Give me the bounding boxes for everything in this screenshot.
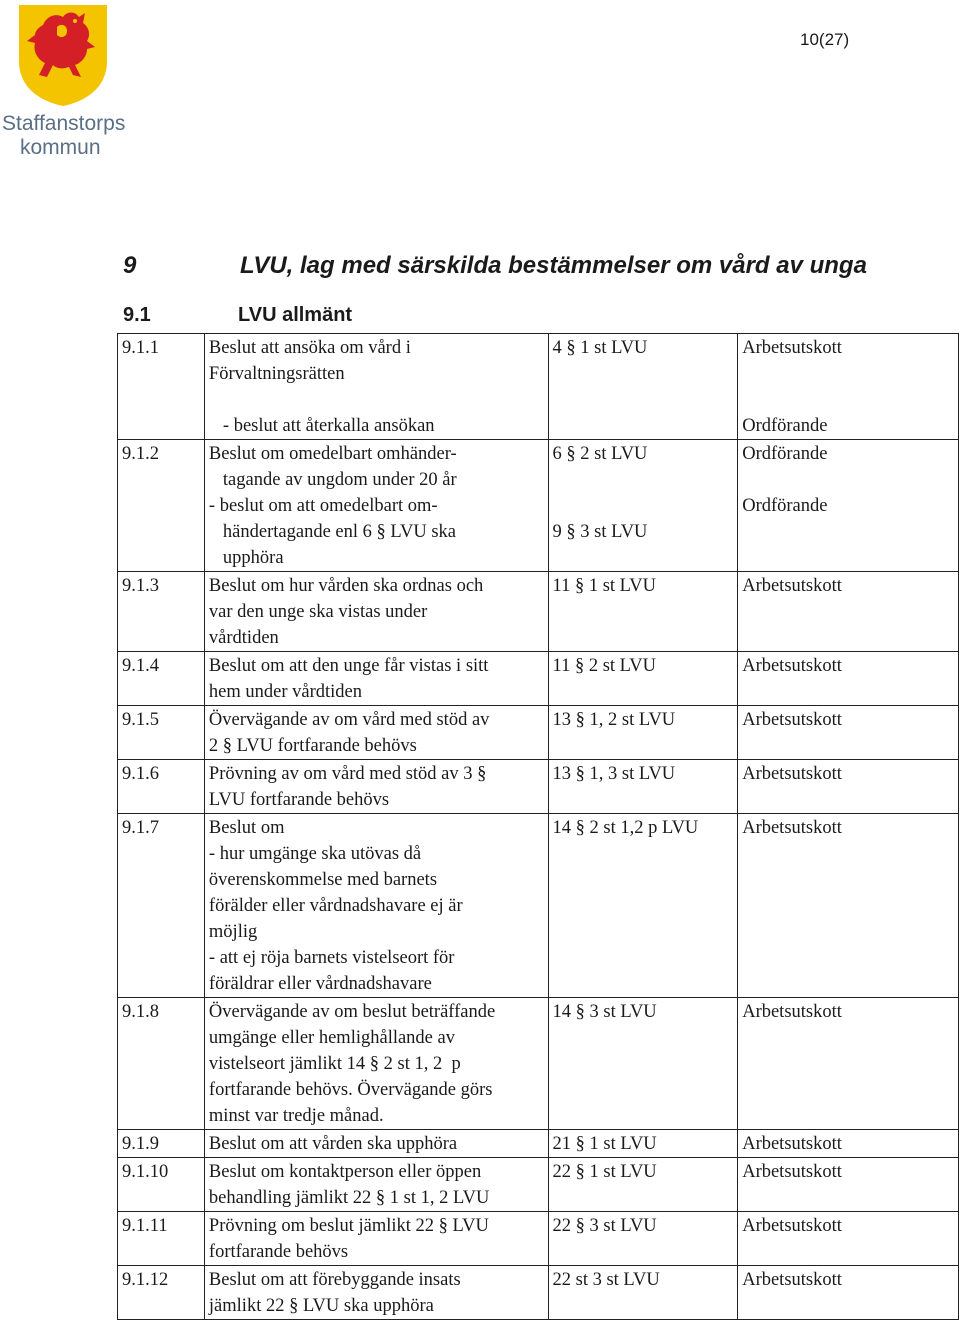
decision-line: - att ej röja barnets vistelseort för [208, 948, 455, 968]
decision-cell [204, 440, 548, 572]
subsection-number: 9.1 [123, 304, 151, 326]
decision-line: Beslut om att förebyggande insats [208, 1270, 461, 1290]
decision-line: Prövning av om vård med stöd av 3 § [208, 764, 487, 784]
decision-line: Beslut om omedelbart omhänder- [208, 444, 457, 464]
row-id: 9.1.7 [122, 818, 159, 838]
delegate-line: Ordförande [742, 416, 828, 436]
decision-line: händertagande enl 6 § LVU ska [222, 522, 456, 542]
row-id: 9.1.8 [122, 1002, 159, 1022]
delegate-cell [738, 1266, 959, 1320]
decision-line: - beslut om att omedelbart om- [208, 496, 438, 516]
table-row [118, 1130, 959, 1158]
delegate-line: Arbetsutskott [742, 576, 842, 596]
decision-line: Förvaltningsrätten [208, 364, 345, 384]
table-row [118, 572, 959, 652]
section-number: 9 [123, 252, 137, 279]
table-row [118, 440, 959, 572]
law-line: 11 § 2 st LVU [552, 656, 656, 676]
row-id-cell [118, 814, 205, 998]
delegate-line: Arbetsutskott [742, 818, 842, 838]
delegate-line [742, 387, 954, 413]
law-cell [548, 1266, 738, 1320]
table-row [118, 1212, 959, 1266]
law-line: 21 § 1 st LVU [552, 1134, 657, 1154]
row-id-cell [118, 334, 205, 440]
logo-name-line2: kommun [20, 136, 101, 159]
decision-cell [204, 760, 548, 814]
law-line: 22 st 3 st LVU [552, 1270, 660, 1290]
row-id: 9.1.5 [122, 710, 159, 730]
decision-cell [204, 814, 548, 998]
row-id: 9.1.12 [122, 1270, 169, 1290]
decision-line: möjlig [208, 922, 258, 942]
decision-cell [204, 1212, 548, 1266]
decision-line: förälder eller vårdnadshavare ej är [208, 896, 463, 916]
delegation-table-body [118, 334, 959, 1320]
delegate-cell [738, 334, 959, 440]
decision-line: Övervägande av om beslut beträffande [208, 1002, 496, 1022]
law-line: 9 § 3 st LVU [552, 522, 648, 542]
delegate-line: Ordförande [742, 444, 828, 464]
decision-line: Beslut om [208, 818, 285, 838]
law-line: 14 § 2 st 1,2 p LVU [552, 818, 699, 838]
law-cell [548, 652, 738, 706]
law-cell [548, 1130, 738, 1158]
decision-line: upphöra [222, 548, 284, 568]
decision-line: föräldrar eller vårdnadshavare [208, 974, 432, 994]
law-cell [548, 814, 738, 998]
delegate-cell [738, 572, 959, 652]
decision-line: Beslut att ansöka om vård i [208, 338, 411, 358]
law-cell [548, 572, 738, 652]
decision-cell [204, 998, 548, 1130]
delegate-cell [738, 706, 959, 760]
decision-line: tagande av ungdom under 20 år [222, 470, 457, 490]
law-cell [548, 1158, 738, 1212]
law-line: 6 § 2 st LVU [552, 444, 648, 464]
law-cell [548, 1212, 738, 1266]
row-id-cell [118, 998, 205, 1130]
table-row [118, 334, 959, 440]
row-id-cell [118, 1212, 205, 1266]
delegate-line: Arbetsutskott [742, 1270, 842, 1290]
delegate-cell [738, 1130, 959, 1158]
decision-line: - hur umgänge ska utövas då [208, 844, 422, 864]
decision-line: LVU fortfarande behövs [208, 790, 390, 810]
decision-cell [204, 706, 548, 760]
decision-cell [204, 1266, 548, 1320]
decision-line [209, 387, 544, 413]
delegate-cell [738, 760, 959, 814]
coat-of-arms-icon [17, 3, 109, 107]
delegate-line: Arbetsutskott [742, 1162, 842, 1182]
delegate-line: Arbetsutskott [742, 1216, 842, 1236]
row-id: 9.1.1 [122, 338, 159, 358]
table-row [118, 760, 959, 814]
delegate-line: Arbetsutskott [742, 656, 842, 676]
row-id-cell [118, 760, 205, 814]
row-id-cell [118, 440, 205, 572]
row-id-cell [118, 1130, 205, 1158]
decision-line: var den unge ska vistas under [208, 602, 428, 622]
delegate-line [742, 361, 954, 387]
decision-line: hem under vårdtiden [208, 682, 363, 702]
row-id: 9.1.11 [122, 1216, 168, 1236]
row-id: 9.1.4 [122, 656, 159, 676]
row-id: 9.1.2 [122, 444, 159, 464]
law-line: 11 § 1 st LVU [552, 576, 656, 596]
law-cell [548, 760, 738, 814]
law-line [553, 467, 734, 493]
table-row [118, 706, 959, 760]
law-line: 22 § 1 st LVU [552, 1162, 657, 1182]
row-id: 9.1.6 [122, 764, 159, 784]
decision-line: vårdtiden [208, 628, 279, 648]
table-row [118, 1158, 959, 1212]
delegate-cell [738, 998, 959, 1130]
decision-line: Beslut om hur vården ska ordnas och [208, 576, 484, 596]
delegate-cell [738, 1212, 959, 1266]
delegate-cell [738, 440, 959, 572]
decision-line: överenskommelse med barnets [208, 870, 438, 890]
delegate-line: Arbetsutskott [742, 710, 842, 730]
delegate-line [742, 467, 954, 493]
delegate-line: Ordförande [742, 496, 828, 516]
law-cell [548, 440, 738, 572]
logo-name-line1: Staffanstorps [2, 112, 126, 135]
staffanstorp-logo [0, 0, 130, 160]
row-id-cell [118, 652, 205, 706]
decision-line: Beslut om att den unge får vistas i sitt [208, 656, 489, 676]
decision-line: Beslut om kontaktperson eller öppen [208, 1162, 482, 1182]
decision-line: fortfarande behövs. Övervägande görs [208, 1080, 493, 1100]
delegation-table [117, 333, 959, 1320]
decision-line: behandling jämlikt 22 § 1 st 1, 2 LVU [208, 1188, 490, 1208]
decision-line: 2 § LVU fortfarande behövs [208, 736, 417, 756]
law-line: 22 § 3 st LVU [552, 1216, 657, 1236]
decision-line: vistelseort jämlikt 14 § 2 st 1, 2 p [208, 1054, 461, 1074]
decision-cell [204, 334, 548, 440]
decision-cell [204, 572, 548, 652]
table-row [118, 998, 959, 1130]
row-id-cell [118, 706, 205, 760]
row-id: 9.1.10 [122, 1162, 169, 1182]
law-cell [548, 998, 738, 1130]
delegate-cell [738, 652, 959, 706]
row-id: 9.1.3 [122, 576, 159, 596]
table-row [118, 652, 959, 706]
decision-cell [204, 1130, 548, 1158]
delegate-cell [738, 814, 959, 998]
row-id-cell [118, 1266, 205, 1320]
section-title: LVU, lag med särskilda bestämmelser om vård av unga [240, 252, 867, 279]
decision-line: umgänge eller hemlighållande av [208, 1028, 455, 1048]
page-number: 10(27) [800, 30, 850, 49]
delegate-cell [738, 1158, 959, 1212]
row-id-cell [118, 572, 205, 652]
law-line [553, 493, 734, 519]
law-line: 14 § 3 st LVU [552, 1002, 657, 1022]
law-line: 4 § 1 st LVU [552, 338, 648, 358]
delegate-line: Arbetsutskott [742, 338, 842, 358]
delegate-line: Arbetsutskott [742, 1002, 842, 1022]
table-row [118, 1266, 959, 1320]
decision-line: Beslut om att vården ska upphöra [208, 1134, 458, 1154]
row-id: 9.1.9 [122, 1134, 159, 1154]
row-id-cell [118, 1158, 205, 1212]
decision-line: minst var tredje månad. [208, 1106, 384, 1126]
subsection-title: LVU allmänt [238, 304, 353, 326]
law-line: 13 § 1, 2 st LVU [552, 710, 676, 730]
decision-cell [204, 1158, 548, 1212]
decision-line: - beslut att återkalla ansökan [222, 416, 435, 436]
delegate-line: Arbetsutskott [742, 764, 842, 784]
decision-line: Prövning om beslut jämlikt 22 § LVU [208, 1216, 489, 1236]
decision-line: jämlikt 22 § LVU ska upphöra [208, 1296, 434, 1316]
law-cell [548, 334, 738, 440]
decision-line: fortfarande behövs [208, 1242, 349, 1262]
law-cell [548, 706, 738, 760]
decision-line: Övervägande av om vård med stöd av [208, 710, 490, 730]
table-row [118, 814, 959, 998]
law-line: 13 § 1, 3 st LVU [552, 764, 676, 784]
delegate-line: Arbetsutskott [742, 1134, 842, 1154]
decision-cell [204, 652, 548, 706]
